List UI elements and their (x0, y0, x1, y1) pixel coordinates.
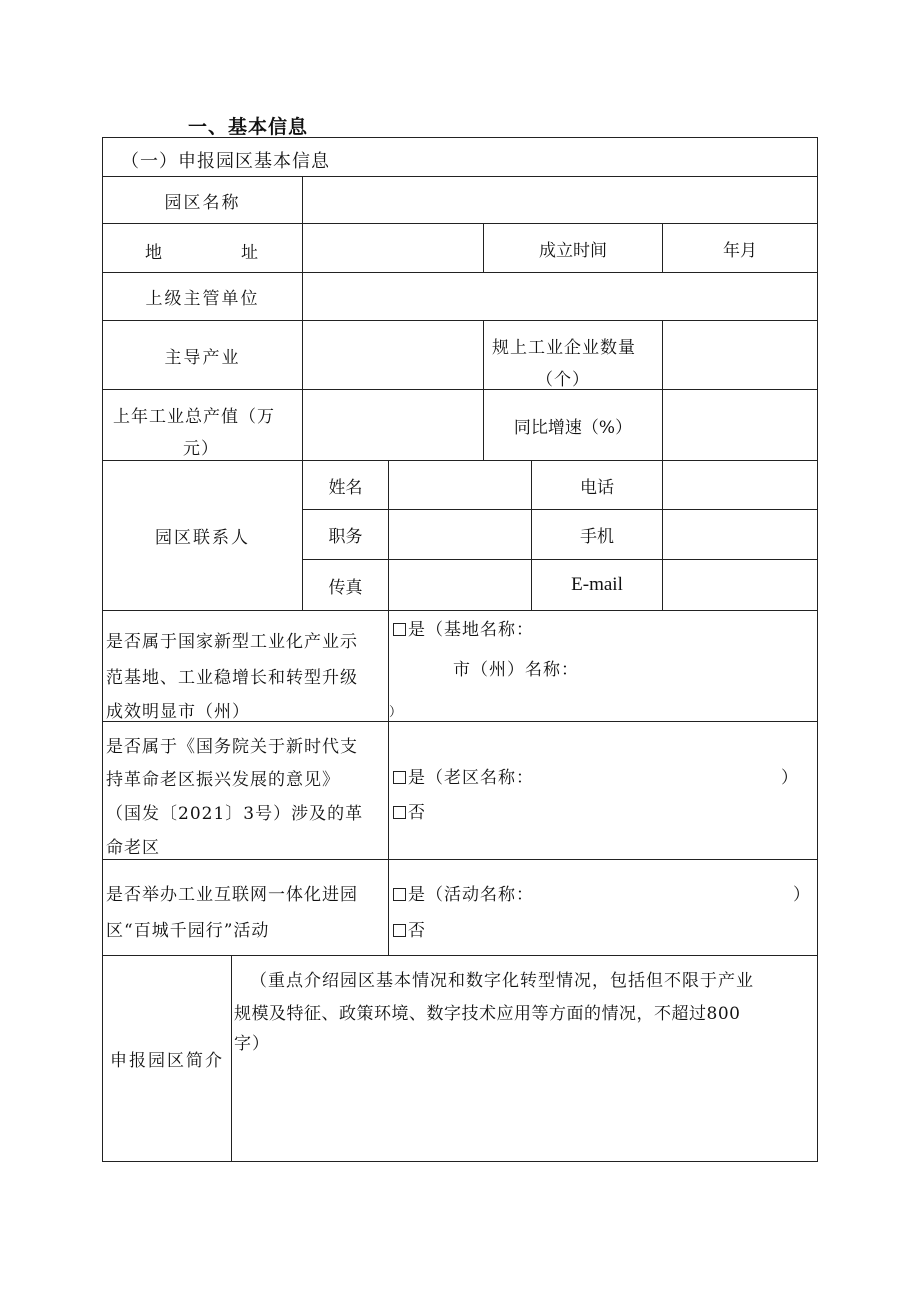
q2-label-line-2: 持革命老区振兴发展的意见》 (106, 770, 340, 790)
intro-hint-line-3: 字） (234, 1034, 270, 1054)
contact-label: 园区联系人 (102, 460, 303, 611)
fax-field[interactable] (388, 559, 532, 611)
address-label-char-2: 址 (241, 243, 259, 263)
phone-field[interactable] (662, 460, 818, 510)
q3-label (102, 859, 389, 956)
enterprise-count-label (483, 320, 663, 390)
q2-yes-label: 是（老区名称： (408, 768, 534, 788)
email-label: E-mail (531, 559, 663, 611)
growth-field[interactable] (662, 389, 818, 461)
q1-label (102, 610, 389, 722)
q3-yes-label: 是（活动名称： (408, 885, 534, 905)
checkbox-icon[interactable] (393, 623, 406, 636)
leading-industry-label: 主导产业 (102, 320, 303, 390)
q1-label-line-2: 范基地、工业稳增长和转型升级 (106, 668, 358, 688)
output-label (102, 389, 303, 461)
q1-city-label: 市（州）名称： (453, 660, 579, 680)
name-label: 姓名 (302, 460, 389, 510)
supervisor-label: 上级主管单位 (102, 272, 303, 321)
enterprise-count-label-line-2: （个） (536, 370, 590, 390)
mobile-label: 手机 (531, 509, 663, 560)
q2-no-label: 否 (408, 803, 426, 823)
q1-answer (388, 610, 818, 722)
q2-label-line-4: 命老区 (106, 838, 160, 858)
address-label-char-1: 地 (145, 243, 163, 263)
park-name-label: 园区名称 (102, 176, 303, 224)
address-field[interactable] (302, 223, 484, 273)
q3-close-paren: ） (793, 885, 811, 905)
name-field[interactable] (388, 460, 532, 510)
q3-answer (388, 859, 818, 956)
checkbox-icon[interactable] (393, 806, 406, 819)
growth-label: 同比增速（%） (483, 389, 663, 461)
address-label (102, 223, 303, 273)
mobile-field[interactable] (662, 509, 818, 560)
output-label-line-2: 元） (183, 439, 219, 459)
checkbox-icon[interactable] (393, 924, 406, 937)
q1-yes-label: 是（基地名称： (408, 620, 534, 640)
intro-label: 申报园区简介 (102, 955, 232, 1162)
intro-hint-line-1: （重点介绍园区基本情况和数字化转型情况，包括但不限于产业 (250, 971, 754, 991)
phone-label: 电话 (531, 460, 663, 510)
q2-no-option[interactable] (393, 798, 426, 823)
q2-close-paren: ） (781, 768, 799, 788)
output-field[interactable] (302, 389, 484, 461)
position-field[interactable] (388, 509, 532, 560)
q3-label-line-2: 区“百城千园行”活动 (106, 921, 270, 941)
intro-hint-line-2: 规模及特征、政策环境、数字技术应用等方面的情况，不超过800 (234, 1004, 741, 1024)
section-heading: 一、基本信息 (188, 116, 309, 138)
q2-yes-option[interactable] (393, 763, 534, 788)
founded-label: 成立时间 (483, 223, 663, 273)
q2-label-line-3: （国发〔2021〕3号）涉及的革 (106, 804, 364, 824)
enterprise-count-field[interactable] (662, 320, 818, 390)
output-label-line-1: 上年工业总产值（万 (113, 407, 275, 427)
supervisor-field[interactable] (302, 272, 818, 321)
intro-field[interactable] (231, 955, 818, 1162)
q3-no-label: 否 (408, 921, 426, 941)
founded-field[interactable]: 年月 (662, 223, 818, 273)
q1-yes-option[interactable] (393, 615, 534, 640)
q3-label-line-1: 是否举办工业互联网一体化进园 (106, 885, 358, 905)
q1-label-line-3: 成效明显市（州） (106, 702, 250, 722)
leading-industry-field[interactable] (302, 320, 484, 390)
q3-no-option[interactable] (393, 916, 426, 941)
checkbox-icon[interactable] (393, 771, 406, 784)
q3-yes-option[interactable] (393, 880, 534, 905)
email-field[interactable] (662, 559, 818, 611)
q2-label-line-1: 是否属于《国务院关于新时代支 (106, 737, 358, 757)
subsection-title-row (102, 137, 818, 177)
subsection-title: （一）申报园区基本信息 (121, 151, 330, 172)
q2-answer (388, 721, 818, 860)
enterprise-count-label-line-1: 规上工业企业数量 (492, 338, 636, 358)
q2-label (102, 721, 389, 860)
q1-close-paren: ） (389, 705, 404, 720)
q1-label-line-1: 是否属于国家新型工业化产业示 (106, 632, 358, 652)
position-label: 职务 (302, 509, 389, 560)
fax-label: 传真 (302, 559, 389, 611)
park-name-field[interactable] (302, 176, 818, 224)
checkbox-icon[interactable] (393, 888, 406, 901)
